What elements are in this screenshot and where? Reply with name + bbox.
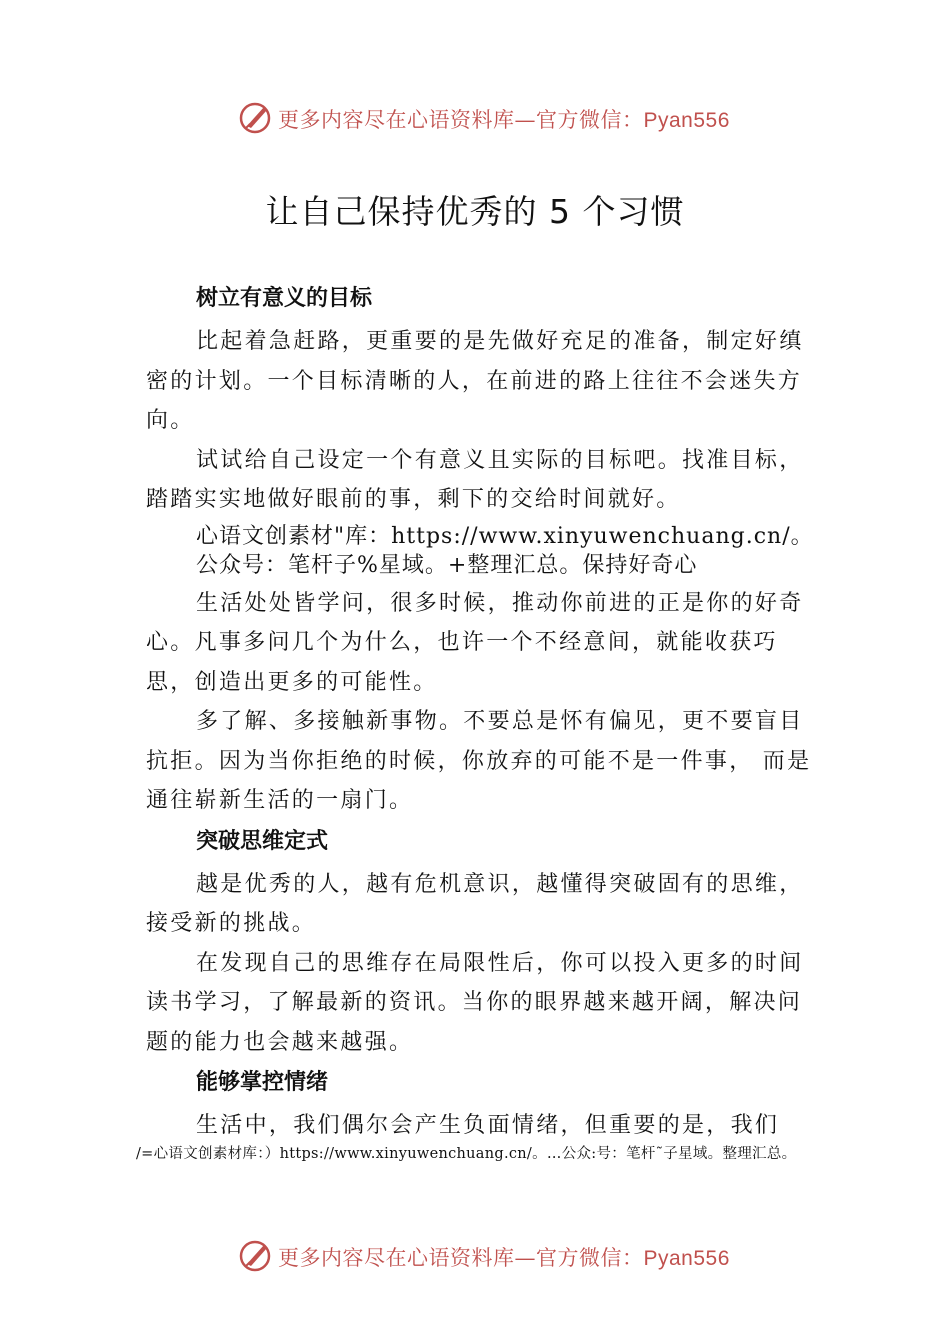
paragraph: 多了解、多接触新事物。不要总是怀有偏见，更不要盲目抗拒。因为当你拒绝的时候，你放弃的可能不是一件事， 而是通往崭新生活的一扇门。: [146, 709, 812, 813]
document-body: [146, 278, 814, 1146]
banner-text: 更多内容尽在心语资料库—官方微信：Pyan556: [278, 108, 730, 132]
paragraph: 生活中，我们偶尔会产生负面情绪，但重要的是，我们: [196, 1113, 780, 1138]
paragraph: 试试给自己设定一个有意义且实际的目标吧。找准目标，踏踏实实地做好眼前的事，剩下的交给时间就好。: [146, 447, 804, 512]
wechat-account: Pyan556: [643, 1247, 730, 1270]
paragraph: 比起着急赶路，更重要的是先做好充足的准备，制定好缜密的计划。一个目标清晰的人，在前进的路上往往不会迷失方向。: [146, 329, 804, 433]
ad-block: [146, 522, 814, 580]
paragraph: 在发现自己的思维存在局限性后，你可以投入更多的时间读书学习，了解最新的资讯。当你的眼界越来越开阔，解决问题的能力也会越来越强。: [146, 950, 804, 1055]
footer-banner: [0, 1234, 950, 1274]
wechat-account: Pyan556: [643, 109, 730, 132]
section-heading-goals: 树立有意义的目标: [196, 286, 373, 311]
quill-logo-icon: [238, 1238, 272, 1272]
banner-text: 更多内容尽在心语资料库—官方微信：Pyan556: [278, 1246, 730, 1270]
page-title: 让自己保持优秀的 5 个习惯: [265, 192, 685, 231]
ad-line: 公众号：笔杆子%星域。+整理汇总。保持好奇心: [196, 552, 698, 578]
header-banner: [0, 96, 950, 136]
paragraph: 越是优秀的人，越有危机意识，越懂得突破固有的思维，接受新的挑战。: [146, 871, 804, 936]
section-heading-thinking: 突破思维定式: [196, 828, 329, 854]
quill-logo-icon: [238, 100, 272, 134]
footnote: /=心语文创素材库：）https://www.xinyuwenchuang.cn/。…公众:号：笔杆˜子星域。整理汇总。: [136, 1146, 797, 1162]
ad-line: 心语文创素材"库：https://www.xinyuwenchuang.cn/。: [196, 523, 814, 549]
section-heading-emotions: 能够掌控情绪: [196, 1070, 329, 1095]
paragraph: 生活处处皆学问，很多时候，推动你前进的正是你的好奇心。凡事多问几个为什么，也许一个不经意间，就能收获巧思，创造出更多的可能性。: [146, 590, 804, 695]
